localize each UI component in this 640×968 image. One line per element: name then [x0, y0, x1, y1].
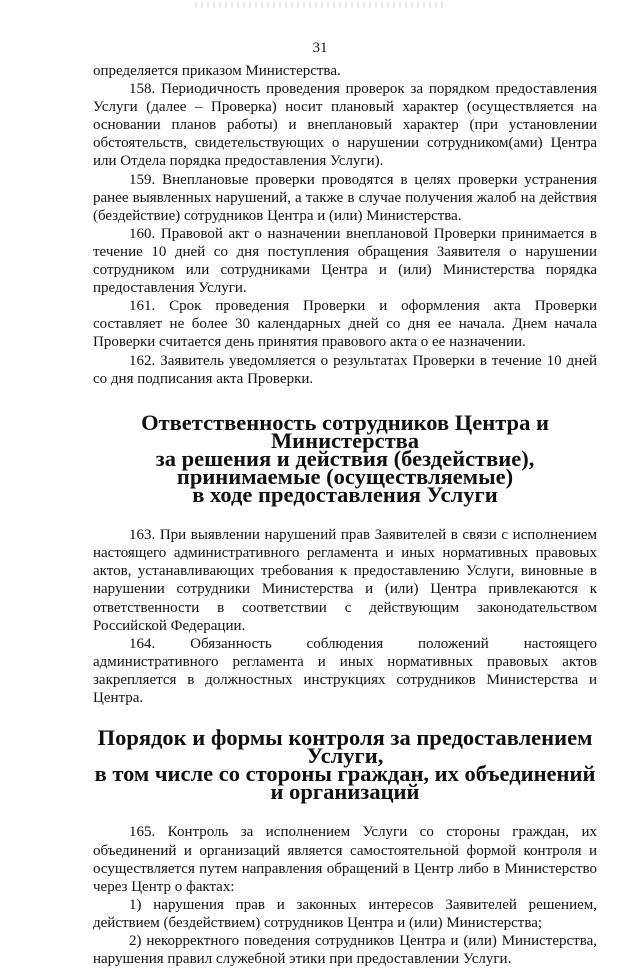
heading-line: за решения и действия (бездействие), принимаемые (осуществляемые): [155, 445, 535, 489]
heading-line: в ходе предоставления Услуги: [192, 482, 498, 508]
list-item-2: 2) некорректного поведения сотрудников Центра и (или) Министерства, нарушения правил служебной этики при предоставлении Услуги.: [93, 933, 597, 968]
paragraph-163: 163. При выявлении нарушений прав Заявителей в связи с исполнением настоящего административного регламента и иных нормативных правовых актов, устанавливающих требования к предоставлению Услуги, виновные в нарушении сотрудники Министерства и (или) Центра привлекаются к ответственности в соответствии с действующим законодательством Российской Федерации.: [93, 527, 597, 634]
heading-line: Порядок и формы контроля за предоставлением Услуги,: [97, 725, 593, 769]
paragraph-159: 159. Внеплановые проверки проводятся в целях проверки устранения ранее выявленных нарушений, а также в случае получения жалоб на действия (бездействие) сотрудников Центра и (или) Министерства.: [93, 171, 597, 224]
heading-line: Ответственность сотрудников Центра и Министерства: [141, 409, 549, 453]
paragraph-158: 158. Периодичность проведения проверок за порядком предоставления Услуги (далее – Проверка) носит плановый характер (осуществляется на основании планов работы) и внеплановый характер (при установлении обстоятельств, свидетельствующих о нарушении сотрудником(ами) Центра или Отдела порядка предоставления Услуги).: [93, 81, 597, 170]
paragraph-162: 162. Заявитель уведомляется о результатах Проверки в течение 10 дней со дня подписания акта Проверки.: [93, 352, 597, 387]
paragraph-161: 161. Срок проведения Проверки и оформления акта Проверки составляет не более 30 календарных дней со дня ее начала. Днем начала Проверки считается день принятия правового акта о ее назначении.: [93, 298, 597, 351]
paragraph-160: 160. Правовой акт о назначении внеплановой Проверки принимается в течение 10 дней со дня поступления обращения Заявителя о нарушении сотрудником или сотрудниками Центра и (или) Министерства порядка предоставления Услуги.: [93, 225, 597, 297]
paragraph-continuation: определяется приказом Министерства.: [93, 63, 341, 79]
heading-line: в том числе со стороны граждан, их объединений и организаций: [94, 761, 596, 805]
section-heading-control: [93, 725, 597, 805]
scan-artifact: [195, 2, 445, 8]
paragraph-165: 165. Контроль за исполнением Услуги со стороны граждан, их объединений и организаций является самостоятельной формой контроля и осуществляется путем направления обращений в Центр либо в Министерство через Центр о фактах:: [93, 824, 597, 895]
section-heading-responsibility: [93, 409, 597, 508]
list-item-1: 1) нарушения прав и законных интересов Заявителей решением, действием (бездействием) сотрудников Центра и (или) Министерства;: [93, 896, 597, 931]
paragraph-164: 164. Обязанность соблюдения положений настоящего административного регламента и иных нормативных правовых актов закрепляется в должностных инструкциях сотрудников Министерства и Центра.: [93, 635, 597, 706]
document-body: [93, 62, 597, 968]
page-number: 31: [312, 40, 328, 56]
